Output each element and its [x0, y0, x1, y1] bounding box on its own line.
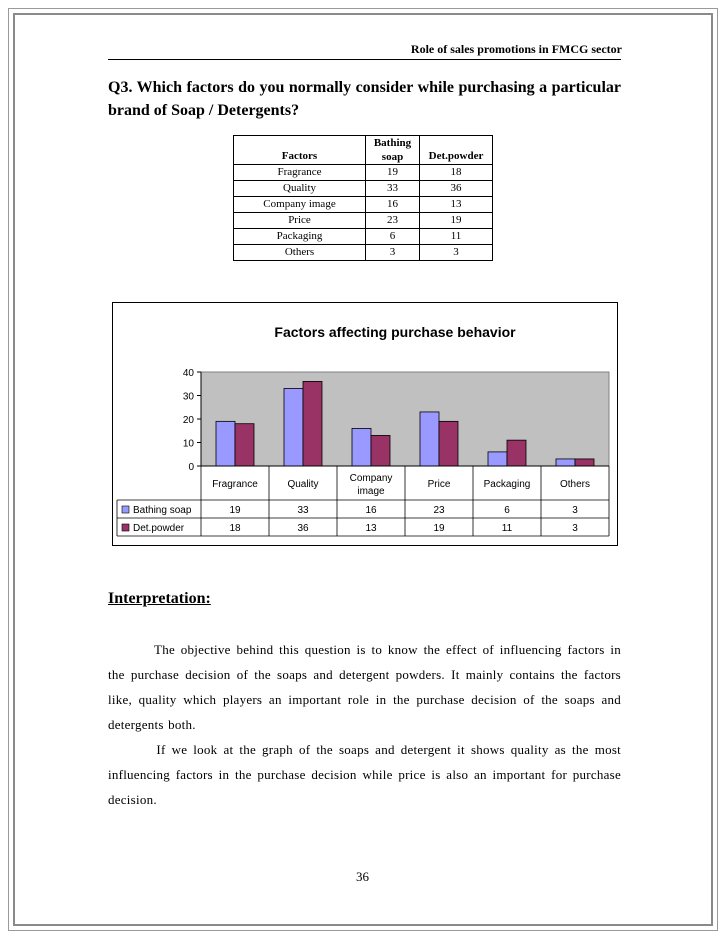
- table-header-cell: Factors: [234, 136, 366, 165]
- chart-container: [112, 302, 618, 546]
- data-label: 13: [365, 523, 377, 534]
- table-cell: Price: [234, 213, 366, 229]
- chart-title: Factors affecting purchase behavior: [274, 324, 516, 340]
- table-row: [234, 165, 493, 181]
- bar-det-powder: [439, 421, 458, 466]
- data-label: 23: [433, 505, 445, 516]
- bar-det-powder: [371, 435, 390, 466]
- data-label: 11: [501, 523, 513, 534]
- table-cell: 18: [420, 165, 493, 181]
- paragraph-line: influencing factors in the purchase decision while price is also an important for purchase: [108, 767, 621, 782]
- interpretation-paragraph-2: [108, 737, 621, 812]
- legend-key-det-powder: [122, 524, 129, 531]
- table-cell: 13: [420, 197, 493, 213]
- x-tick-label: Company: [349, 473, 393, 484]
- table-row: [234, 245, 493, 261]
- table-header-cell: Det.powder: [420, 136, 493, 165]
- x-tick-label: Fragrance: [212, 479, 258, 490]
- bar-det-powder: [507, 440, 526, 466]
- bar-bathing-soap: [420, 412, 439, 466]
- table-cell: 19: [366, 165, 420, 181]
- data-label: 19: [229, 505, 241, 516]
- bar-det-powder: [575, 459, 594, 466]
- data-label: 18: [229, 523, 241, 534]
- table-cell: 3: [366, 245, 420, 261]
- y-tick-label: 30: [182, 391, 194, 403]
- table-cell: Quality: [234, 181, 366, 197]
- table-row: [234, 213, 493, 229]
- header-rule: [108, 59, 621, 60]
- x-tick-label: Others: [559, 479, 591, 490]
- legend-label: Bathing soap: [133, 505, 192, 516]
- data-label: 3: [572, 523, 578, 534]
- paragraph-line: detergents both.: [108, 717, 196, 732]
- factors-table: [233, 135, 493, 261]
- table-cell: 11: [420, 229, 493, 245]
- data-label: 19: [433, 523, 445, 534]
- table-cell: 19: [420, 213, 493, 229]
- question-heading: Q3. Which factors do you normally consider while purchasing a particular brand of Soap / Detergents?: [108, 79, 621, 119]
- bar-bathing-soap: [284, 388, 303, 466]
- running-header: Role of sales promotions in FMCG sector: [410, 42, 622, 56]
- y-tick-label: 40: [182, 368, 194, 379]
- interpretation-heading: Interpretation:: [108, 590, 211, 607]
- bar-det-powder: [235, 424, 254, 466]
- table-cell: 3: [420, 245, 493, 261]
- table-cell: 36: [420, 181, 493, 197]
- table-cell: Packaging: [234, 229, 366, 245]
- x-tick-label: image: [357, 486, 385, 497]
- bar-chart: [113, 303, 619, 547]
- table-header-cell: Bathing soap: [366, 136, 420, 165]
- data-label: 3: [572, 505, 578, 516]
- table-header-row: [234, 136, 493, 165]
- data-label: 33: [297, 505, 309, 516]
- legend-label: Det.powder: [133, 523, 185, 534]
- table-cell: 33: [366, 181, 420, 197]
- table-cell: Fragrance: [234, 165, 366, 181]
- bar-det-powder: [303, 381, 322, 466]
- plot-area: [201, 372, 609, 466]
- paragraph-line: The objective behind this question is to know the effect of influencing factors in: [108, 642, 621, 657]
- y-tick-label: 20: [182, 415, 194, 426]
- bar-bathing-soap: [352, 428, 371, 466]
- data-label: 16: [365, 505, 377, 516]
- data-label: 36: [297, 523, 309, 534]
- table-cell: 23: [366, 213, 420, 229]
- legend-key-bathing-soap: [122, 506, 129, 513]
- table-row: [234, 229, 493, 245]
- table-cell: Others: [234, 245, 366, 261]
- paragraph-line: decision.: [108, 792, 157, 807]
- x-tick-label: Packaging: [483, 479, 531, 490]
- table-cell: 6: [366, 229, 420, 245]
- y-tick-label: 10: [182, 438, 194, 450]
- paragraph-line: the purchase decision of the soaps and detergent powders. It mainly contains the factors: [108, 667, 621, 682]
- y-tick-label: 0: [188, 462, 194, 473]
- table-row: [234, 197, 493, 213]
- bar-bathing-soap: [488, 452, 507, 466]
- bar-bathing-soap: [556, 459, 575, 466]
- page-number: 36: [356, 869, 369, 884]
- table-row: [234, 181, 493, 197]
- interpretation-paragraph-1: [108, 637, 621, 737]
- paragraph-line: like, quality which players an important role in the purchase decision of the soaps and: [108, 692, 621, 707]
- data-label: 6: [504, 505, 510, 516]
- bar-bathing-soap: [216, 421, 235, 466]
- x-tick-label: Quality: [287, 479, 319, 490]
- table-cell: 16: [366, 197, 420, 213]
- paragraph-line: If we look at the graph of the soaps and detergent it shows quality as the most: [108, 742, 621, 757]
- table-cell: Company image: [234, 197, 366, 213]
- x-tick-label: Price: [427, 479, 451, 490]
